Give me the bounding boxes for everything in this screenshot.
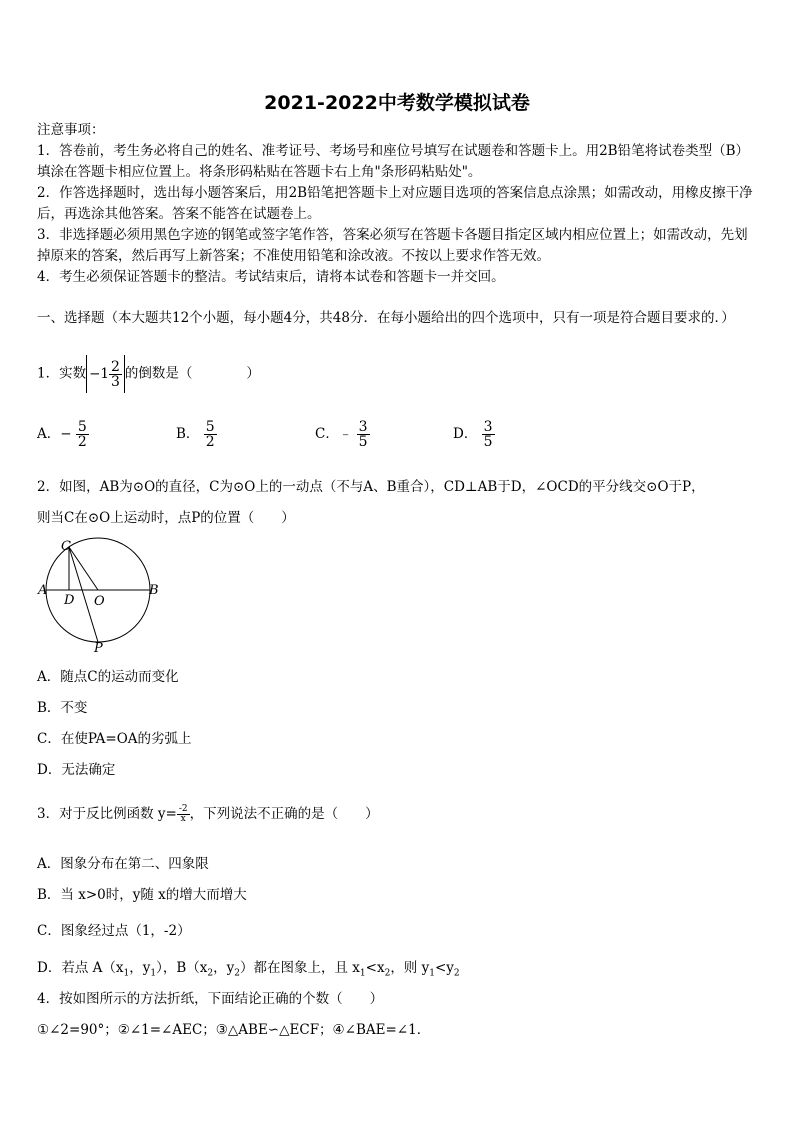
numerator: 3	[483, 419, 493, 435]
subscript: 1	[429, 968, 435, 979]
q1-abs-denominator: 3	[111, 374, 120, 390]
option-sign: ﹣	[338, 426, 353, 442]
text-part: D．若点 A（x	[37, 960, 124, 976]
section-heading: 一、选择题（本大题共12个小题，每小题4分，共48分．在每小题给出的四个选项中，只有一项是符合题目要求的．）	[37, 310, 735, 326]
option-fraction	[76, 420, 89, 449]
numerator: 5	[205, 419, 215, 435]
label-d: D	[64, 593, 75, 608]
option-label: A．	[37, 426, 61, 442]
q2-line-2: 则当C在⊙O上运动时，点P的位置（ ）	[37, 510, 295, 526]
q4-line-2: ①∠2=90°；②∠1=∠AEC；③△ABE∽△ECF；④∠BAE=∠1．	[37, 1022, 431, 1038]
q3-suffix: ，下列说法不正确的是（ ）	[189, 806, 379, 822]
subscript: 2	[207, 968, 214, 979]
q3-fraction	[177, 805, 190, 824]
question-3	[37, 802, 379, 824]
q3-option-a: A．图象分布在第二、四象限	[37, 856, 209, 872]
q2-option-a: A．随点C的运动而变化	[37, 669, 179, 685]
denominator: 2	[77, 434, 87, 450]
q1-option-b	[176, 420, 217, 449]
subscript: 1	[359, 968, 366, 979]
denominator: 2	[205, 434, 215, 450]
q3-prefix: 3．对于反比例函数 y=	[37, 806, 177, 822]
q2-option-c: C．在使PA=OA的劣弧上	[37, 731, 192, 747]
label-o: O	[94, 594, 105, 609]
notice-item-2: 2．作答选择题时，选出每小题答案后，用2B铅笔把答题卡上对应题目选项的答案信息点涂黑；如需改动，用橡皮擦干净后，再选涂其他答案。答案不能答在试题卷上。	[37, 185, 753, 222]
text-part: ，则 y	[390, 960, 430, 976]
q3-option-b: B．当 x>0时，y随 x的增大而增大	[37, 887, 247, 903]
q1-abs-integer: −1	[89, 366, 109, 382]
notice-heading: 注意事项：	[37, 122, 105, 138]
option-label: B．	[176, 426, 200, 442]
q1-absolute-value	[86, 355, 125, 393]
numerator: 5	[77, 419, 87, 435]
q1-prefix: 1．实数	[37, 365, 87, 382]
numerator: 3	[358, 419, 368, 435]
text-part: ，y	[129, 960, 151, 976]
subscript: 2	[234, 968, 240, 979]
label-c: C	[61, 539, 71, 554]
subscript: 1	[123, 968, 130, 979]
q1-option-d	[453, 420, 495, 449]
notice-item-1: 1．答卷前，考生务必将自己的姓名、准考证号、考场号和座位号填写在试题卷和答题卡上。用2B铅笔将试卷类型（B）填涂在答题卡相应位置上。将条形码粘贴在答题卡右上角"条形码粘贴处"。	[37, 143, 750, 180]
q3-numerator: -2	[178, 804, 188, 814]
option-fraction	[204, 420, 217, 449]
q1-suffix: 的倒数是（ ）	[124, 365, 260, 382]
denominator: 5	[358, 434, 368, 450]
q4-line-1: 4．按如图所示的方法折纸，下面结论正确的个数（ ）	[37, 991, 384, 1007]
subscript: 2	[453, 968, 460, 979]
q1-option-c	[315, 420, 370, 449]
text-part: <y	[434, 960, 454, 976]
q1-abs-fraction	[109, 360, 122, 389]
label-a: A	[38, 583, 48, 598]
label-p: P	[94, 641, 103, 655]
text-part: ，y	[213, 960, 235, 976]
text-part: ），B（x	[156, 960, 208, 976]
option-fraction	[357, 420, 370, 449]
q1-option-a	[37, 420, 89, 449]
q2-option-b: B．不变	[37, 700, 88, 716]
subscript: 1	[150, 968, 157, 979]
q2-line-1: 2．如图，AB为⊙O的直径，C为⊙O上的一动点（不与A、B重合），CD⊥AB于D，∠OCD的平分线交⊙O于P，	[37, 479, 705, 495]
q2-circle-figure	[30, 535, 170, 655]
segment-co	[69, 547, 98, 590]
q3-option-c: C．图象经过点（1，-2）	[37, 923, 191, 939]
notice-item-3: 3．非选择题必须用黑色字迹的钢笔或签字笔作答，答案必须写在答题卡各题目指定区域内相应位置上；如需改动，先划掉原来的答案，然后再写上新答案；不准使用铅笔和涂改液。不按以上要求作答无效。	[37, 227, 748, 264]
option-sign: −	[60, 426, 72, 442]
q3-denominator: x	[180, 814, 186, 824]
q3-option-d	[37, 956, 460, 979]
notice-item-4: 4．考生必须保证答题卡的整洁。考试结束后，请将本试卷和答题卡一并交回。	[37, 269, 505, 285]
label-b: B	[149, 583, 159, 598]
question-1	[37, 355, 260, 393]
denominator: 5	[483, 434, 493, 450]
page-title: 2021-2022中考数学模拟试卷	[264, 92, 530, 114]
option-label: C．	[315, 426, 339, 442]
q1-abs-numerator: 2	[111, 359, 120, 375]
option-fraction	[482, 420, 495, 449]
text-part: <x	[365, 960, 385, 976]
subscript: 2	[384, 968, 391, 979]
option-label: D．	[453, 426, 478, 442]
text-part: ）都在图象上，且 x	[240, 960, 360, 976]
q2-option-d: D．无法确定	[37, 762, 116, 778]
